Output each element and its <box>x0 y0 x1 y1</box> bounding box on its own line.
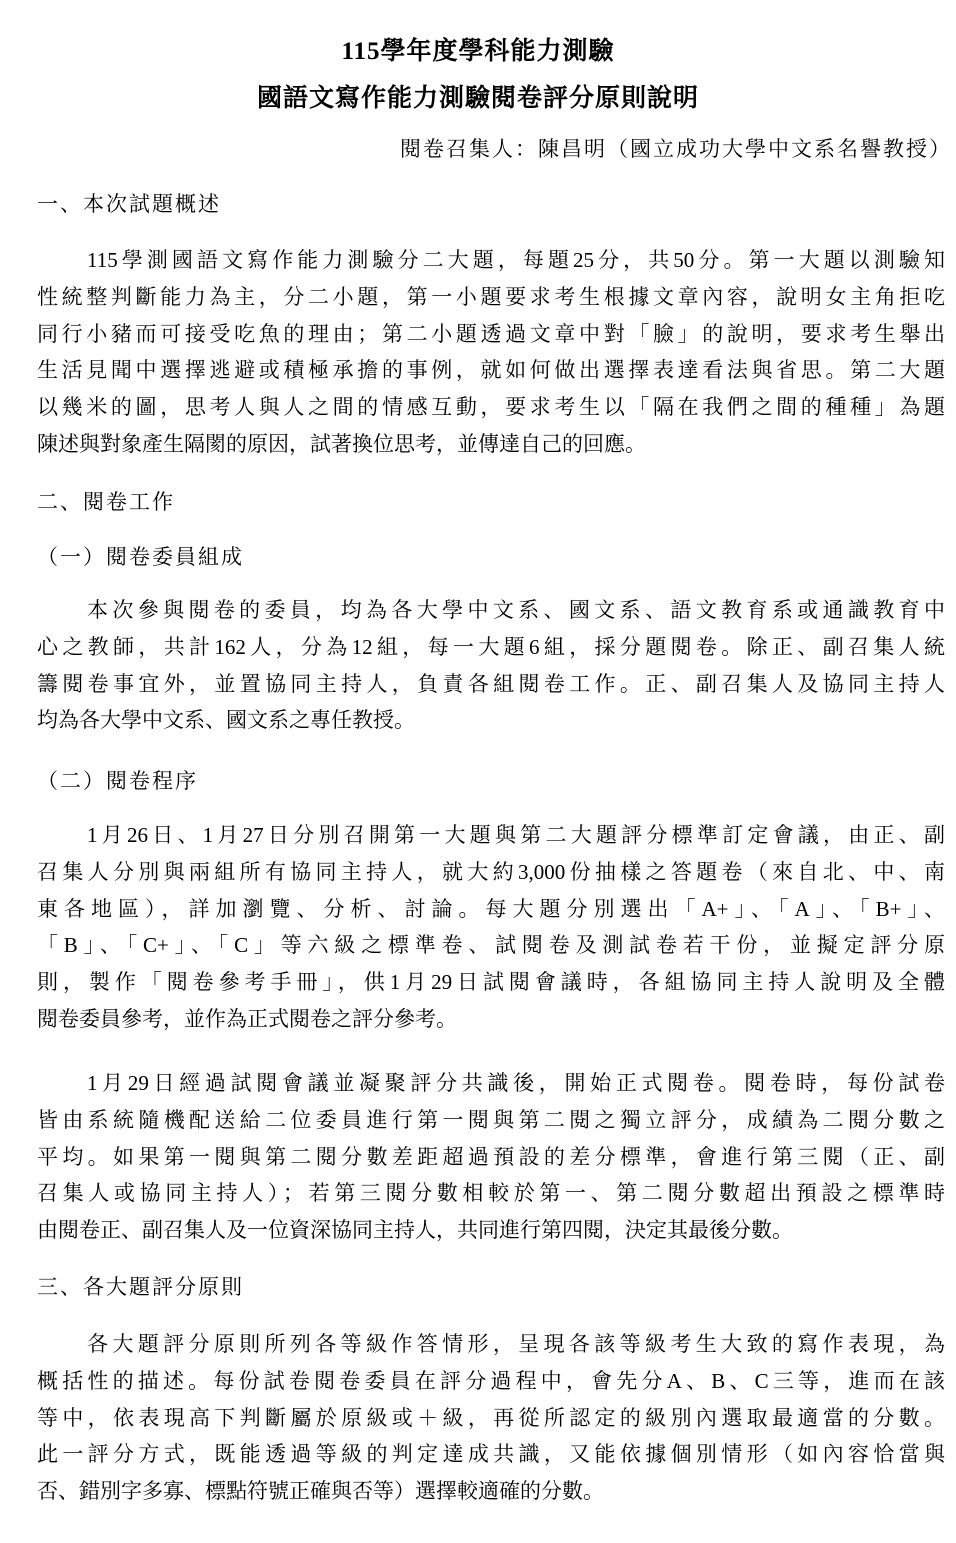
paragraph-line: 否、錯別字多寡、標點符號正確與否等）選擇較適確的分數。 <box>37 1479 604 1504</box>
paragraph-line: 由閱卷正、副召集人及一位資深協同主持人，共同進行第四閱，決定其最後分數。 <box>37 1218 793 1243</box>
paragraph-line: 各大題評分原則所列各等級作答情形，呈現各該等級考生大致的寫作表現，為 <box>87 1332 945 1356</box>
paragraph-line: 陳述與對象產生隔閡的原因，試著換位思考，並傳達自己的回應。 <box>37 431 646 456</box>
subsection-1-paragraph <box>37 592 945 739</box>
paragraph-line: 概括性的描述。每份試卷閱卷委員在評分過程中，會先分A、B、C三等，進而在該 <box>37 1368 945 1393</box>
subsection-2-heading: （二）閱卷程序 <box>37 769 198 793</box>
paragraph-line: 則，製作「閱卷參考手冊」，供1月29日試閱會議時，各組協同主持人說明及全體 <box>37 970 945 995</box>
section-1-heading: 一、本次試題概述 <box>37 192 221 216</box>
document-subtitle: 國語文寫作能力測驗閱卷評分原則說明 <box>256 85 699 112</box>
section-2-heading: 二、閱卷工作 <box>37 490 175 514</box>
paragraph-line: 以幾米的圖，思考人與人之間的情感互動，要求考生以「隔在我們之間的種種」為題 <box>37 395 945 420</box>
paragraph-line: 本次參與閱卷的委員，均為各大學中文系、國文系、語文教育系或通識教育中 <box>87 598 945 622</box>
section-3-paragraph <box>37 1326 945 1510</box>
paragraph-line: 心之教師，共計162人，分為12組，每一大題6組，採分題閱卷。除正、副召集人統 <box>37 634 945 659</box>
paragraph-line: 召集人分別與兩組所有協同主持人，就大約3,000份抽樣之答題卷（來自北、中、南 <box>37 859 945 884</box>
subsection-1-heading: （一）閱卷委員組成 <box>37 545 244 569</box>
paragraph-line: 性統整判斷能力為主，分二小題，第一小題要求考生根據文章內容，說明女主角拒吃 <box>37 284 945 309</box>
paragraph-line: 1月29日經過試閱會議並凝聚評分共識後，開始正式閱卷。閱卷時，每份試卷 <box>87 1071 945 1095</box>
subsection-2-paragraph-2 <box>37 1065 945 1249</box>
paragraph-line: 閱卷委員參考，並作為正式閱卷之評分參考。 <box>37 1006 457 1031</box>
paragraph-line: 此一評分方式，既能透過等級的判定達成共識，又能依據個別情形（如內容恰當與 <box>37 1442 945 1467</box>
paragraph-line: 「B」、「C+」、「C」等六級之標準卷、試閱卷及測試卷若干份，並擬定評分原 <box>37 933 945 958</box>
paragraph-line: 召集人或協同主持人）；若第三閱分數相較於第一、第二閱分數超出預設之標準時 <box>37 1181 945 1206</box>
section-1-paragraph <box>37 242 945 463</box>
paragraph-line: 東各地區），詳加瀏覽、分析、討論。每大題分別選出「A+」、「A」、「B+」、 <box>37 896 945 921</box>
paragraph-line: 同行小豬而可接受吃魚的理由；第二小題透過文章中對「臉」的說明，要求考生舉出 <box>37 321 945 346</box>
paragraph-line: 115學測國語文寫作能力測驗分二大題，每題25分，共50分。第一大題以測驗知 <box>87 248 945 272</box>
paragraph-line: 平均。如果第一閱與第二閱分數差距超過預設的差分標準，會進行第三閱（正、副 <box>37 1144 945 1169</box>
paragraph-line: 皆由系統隨機配送給二位委員進行第一閱與第二閱之獨立評分，成績為二閱分數之 <box>37 1107 945 1132</box>
paragraph-line: 生活見聞中選擇逃避或積極承擔的事例，就如何做出選擇表達看法與省思。第二大題 <box>37 358 945 383</box>
paragraph-line: 1月26日、1月27日分別召開第一大題與第二大題評分標準訂定會議，由正、副 <box>87 823 945 847</box>
section-3-heading: 三、各大題評分原則 <box>37 1275 244 1299</box>
paragraph-line: 等中，依表現高下判斷屬於原級或＋級，再從所認定的級別內選取最適當的分數。 <box>37 1405 945 1430</box>
paragraph-line: 籌閱卷事宜外，並置協同主持人，負責各組閱卷工作。正、副召集人及協同主持人 <box>37 671 945 696</box>
convener-line: 閱卷召集人：陳昌明（國立成功大學中文系名譽教授） <box>400 137 952 161</box>
subsection-2-paragraph-1 <box>37 817 945 1038</box>
paragraph-line: 均為各大學中文系、國文系之專任教授。 <box>37 708 415 733</box>
document-title: 115學年度學科能力測驗 <box>341 38 615 65</box>
